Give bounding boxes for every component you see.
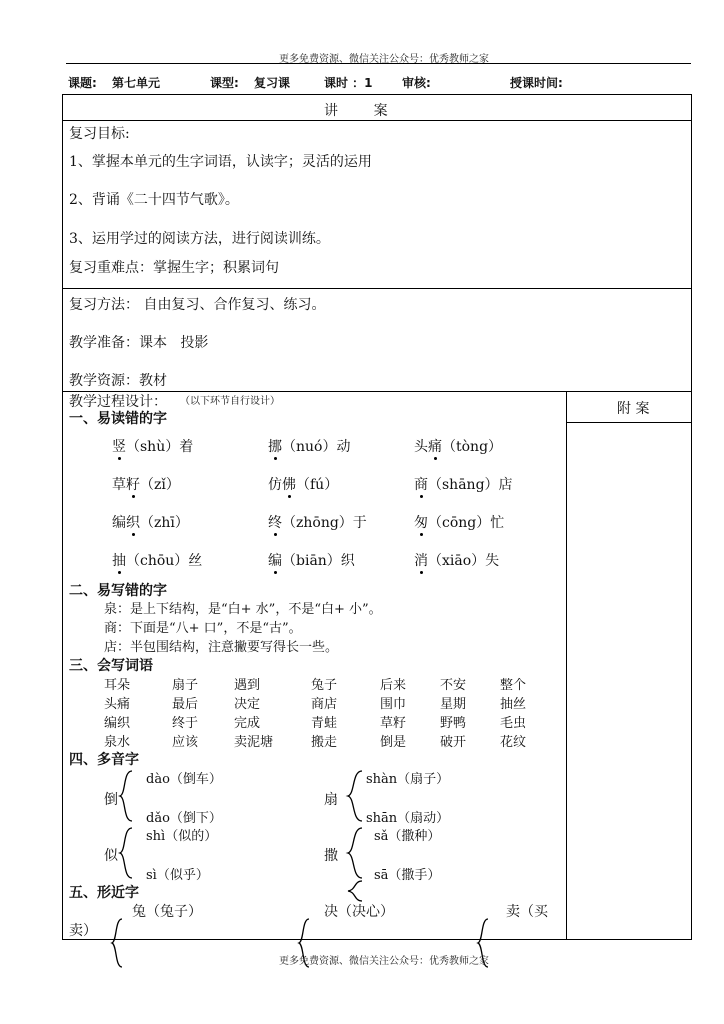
dotted-char: 商 (414, 477, 428, 493)
pronunciation-item (112, 512, 189, 532)
section-title: 四、多音字 (69, 752, 139, 768)
resources-text: 教学资源：教材 (69, 373, 167, 389)
polyphone-char: 扇 (324, 792, 338, 808)
item-suffix: （zhōng）于 (282, 515, 367, 531)
item-suffix: （nuó）动 (282, 439, 351, 455)
vocab-word: 应该 (172, 735, 199, 750)
dotted-char: 终 (268, 515, 282, 531)
vocab-word: 整个 (500, 678, 527, 693)
pronunciation-item (112, 436, 193, 456)
brace-icon (118, 827, 134, 879)
review-label: 审核: (402, 76, 431, 90)
dotted-char: 挪 (268, 439, 282, 455)
polyphone-reading: dào（倒车） (146, 772, 222, 787)
item-suffix: （fú） (296, 477, 339, 493)
vocab-word: 编织 (104, 716, 131, 731)
vocab-word: 终于 (172, 716, 199, 731)
dotted-char: 竖 (112, 439, 126, 455)
pronunciation-item (268, 550, 355, 570)
item-suffix: （zǐ） (140, 477, 180, 493)
pronunciation-item (268, 474, 338, 494)
difficulty-text: 复习重难点：掌握生字；积累词句 (69, 260, 279, 276)
pronunciation-item (414, 474, 513, 494)
item-suffix: （xiāo）失 (428, 553, 500, 569)
similar-char-item: 兔（兔子） (132, 904, 202, 920)
brace-icon (118, 770, 134, 822)
item-suffix: （shù）着 (126, 439, 194, 455)
polyphone-reading: sǎ（撒种） (374, 829, 441, 844)
item-prefix: 草 (112, 477, 126, 493)
vocab-word: 草籽 (380, 716, 407, 731)
table-top-border (62, 94, 692, 95)
hours-label: 课时 ：1 (324, 76, 373, 90)
dotted-char: 抽 (112, 553, 126, 569)
similar-char-wrap: 卖） (69, 923, 97, 939)
dotted-char: 匆 (414, 515, 428, 531)
table-title: 讲 案 (324, 103, 388, 119)
writing-note: 泉：是上下结构，是“白+ 水”，不是“白+ 小”。 (104, 602, 382, 617)
polyphone-char: 倒 (104, 792, 118, 808)
item-suffix: （biān）织 (282, 553, 355, 569)
polyphone-reading: shì（似的） (146, 829, 218, 844)
item-suffix: （zhī） (140, 515, 189, 531)
item-prefix: 编 (112, 515, 126, 531)
dotted-char: 编 (268, 553, 282, 569)
brace-icon (346, 770, 364, 822)
vocab-word: 后来 (380, 678, 407, 693)
topic-value: 第七单元 (112, 76, 161, 90)
vocab-word: 野鸭 (440, 716, 467, 731)
header-rule (66, 63, 691, 64)
vocab-word: 围巾 (380, 697, 407, 712)
pronunciation-item (112, 550, 202, 570)
polyphone-reading: shān（扇动） (366, 811, 450, 826)
process-note: （以下环节自行设计） (180, 396, 280, 407)
goals-heading: 复习目标: (69, 126, 130, 142)
brace-icon (346, 880, 364, 902)
vocab-word: 卖泥塘 (234, 735, 274, 750)
pronunciation-item (268, 436, 350, 456)
section-title: 一、易读错的字 (69, 411, 167, 427)
vocab-word: 青蛙 (311, 716, 338, 731)
type-value: 复习课 (254, 76, 291, 90)
dotted-char: 痛 (428, 439, 442, 455)
vocab-word: 搬走 (311, 735, 338, 750)
vocab-word: 毛虫 (500, 716, 527, 731)
pronunciation-item (268, 512, 367, 532)
pronunciation-item (112, 474, 180, 494)
page-header: 更多免费资源、微信关注公众号：优秀教师之家 (279, 54, 489, 65)
item-suffix: （cōng）忙 (428, 515, 505, 531)
brace-icon (110, 918, 124, 968)
vocab-word: 花纹 (500, 735, 527, 750)
item-prefix: 头 (414, 439, 428, 455)
vocab-word: 头痛 (104, 697, 131, 712)
vocab-word: 倒是 (380, 735, 407, 750)
prep-text: 教学准备：课本 投影 (69, 335, 209, 351)
item-suffix: （tòng） (442, 439, 503, 455)
type-label: 课型: (210, 76, 239, 90)
table-left-border (62, 94, 63, 939)
vocab-word: 破开 (440, 735, 467, 750)
dotted-char: 织 (126, 515, 140, 531)
vocab-word: 耳朵 (104, 678, 131, 693)
item-suffix: （shāng）店 (428, 477, 513, 493)
attach-header-border (566, 422, 692, 423)
pronunciation-item (414, 436, 502, 456)
topic-label: 课题: (68, 76, 97, 90)
similar-char-item: 卖（买 (506, 904, 548, 920)
goal-item: 3、运用学过的阅读方法，进行阅读训练。 (69, 231, 330, 247)
polyphone-reading: shàn（扇子） (366, 772, 450, 787)
brace-icon (346, 827, 364, 879)
vocab-word: 星期 (440, 697, 467, 712)
method-text: 复习方法： 自由复习、合作复习、练习。 (69, 297, 326, 313)
vocab-word: 决定 (234, 697, 261, 712)
vocab-word: 扇子 (172, 678, 199, 693)
polyphone-char: 撒 (324, 848, 338, 864)
pronunciation-item (414, 512, 504, 532)
vocab-word: 兔子 (311, 678, 338, 693)
goal-item: 1、掌握本单元的生字词语，认读字；灵活的运用 (69, 154, 372, 170)
writing-note: 商：下面是“八+ 口”，不是“古”。 (104, 621, 302, 636)
writing-note: 店：半包围结构，注意撇要写得长一些。 (104, 640, 339, 655)
vocab-word: 不安 (440, 678, 467, 693)
section-title: 二、易写错的字 (69, 583, 167, 599)
pronunciation-item (414, 550, 499, 570)
page-footer: 更多免费资源、微信关注公众号：优秀教师之家 (279, 956, 489, 967)
polyphone-reading: sā（撒手） (374, 868, 441, 883)
vocab-word: 泉水 (104, 735, 131, 750)
polyphone-reading: dǎo（倒下） (146, 811, 222, 826)
vocab-word: 抽丝 (500, 697, 527, 712)
polyphone-char: 似 (104, 848, 118, 864)
process-heading: 教学过程设计： (69, 394, 167, 410)
table-bottom-border (62, 939, 692, 940)
section-title: 五、形近字 (69, 885, 139, 901)
dotted-char: 消 (414, 553, 428, 569)
vocab-word: 完成 (234, 716, 261, 731)
vocab-word: 遇到 (234, 678, 261, 693)
dotted-char: 籽 (126, 477, 140, 493)
attach-label: 附 案 (617, 401, 650, 417)
polyphone-reading: sì（似乎） (146, 868, 209, 883)
time-label: 授课时间: (510, 76, 563, 90)
goals-row-border (62, 288, 692, 289)
similar-char-item: 决（决心） (324, 904, 394, 920)
item-prefix: 仿 (268, 477, 282, 493)
attach-column-divider (566, 391, 567, 939)
table-right-border (691, 94, 692, 939)
goal-item: 2、背诵《二十四节气歌》。 (69, 192, 239, 208)
dotted-char: 佛 (282, 477, 296, 493)
vocab-word: 最后 (172, 697, 199, 712)
title-row-border (62, 120, 692, 121)
item-suffix: （chōu）丝 (126, 553, 203, 569)
section-title: 三、会写词语 (69, 658, 153, 674)
vocab-word: 商店 (311, 697, 338, 712)
